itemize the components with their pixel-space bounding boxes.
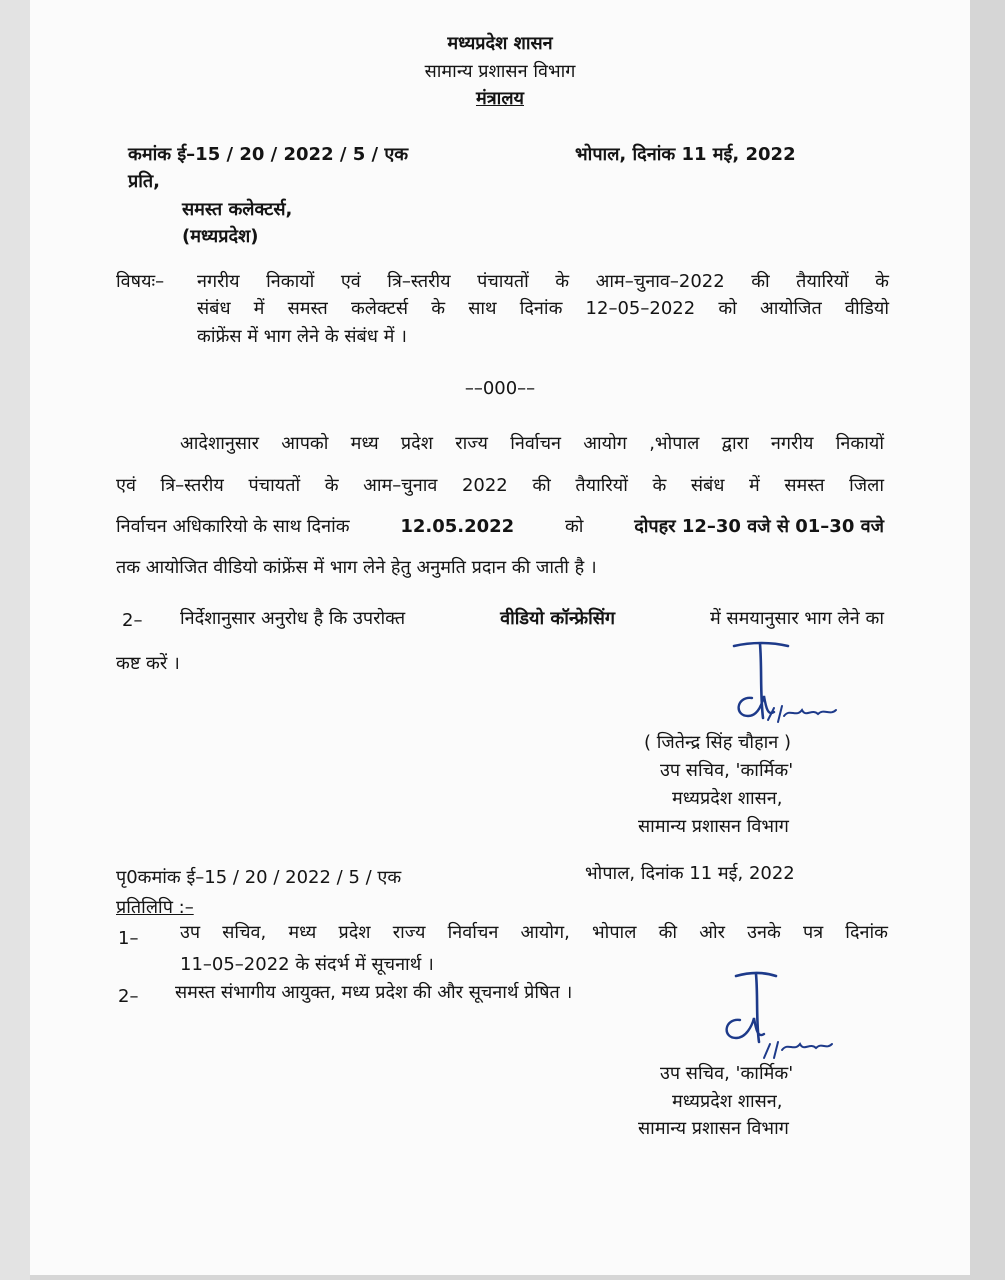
to-addressee: समस्त कलेक्टर्स, xyxy=(182,199,293,220)
copy-item-1-line-2: 11–05–2022 के संदर्भ में सूचनार्थ । xyxy=(180,954,434,975)
subject-line-1: नगरीय निकायों एवं त्रि–स्तरीय पंचायतों के आम–चुनाव–2022 की तैयारियों के xyxy=(197,271,889,292)
header-ministry: मंत्रालय xyxy=(475,88,524,109)
meeting-time: दोपहर 12–30 वजे से 01–30 वजे xyxy=(634,516,884,537)
signature-image-1 xyxy=(726,638,856,738)
video-conferencing: वीडियो कॉन्फ्रेसिंग xyxy=(500,608,616,629)
copy-item-2-number: 2– xyxy=(118,986,139,1007)
copy-item-1-line-1: उप सचिव, मध्य प्रदेश राज्य निर्वाचन आयोग, भोपाल की ओर उनके पत्र दिनांक xyxy=(180,922,888,943)
endorsement-number: पृ0कमांक ई–15 / 20 / 2022 / 5 / एक xyxy=(116,867,402,888)
copy-item-2-line-1: समस्त संभागीय आयुक्त, मध्य प्रदेश की और सूचनार्थ प्रेषित । xyxy=(175,982,573,1003)
signatory-org: मध्यप्रदेश शासन, xyxy=(672,788,783,809)
meeting-date: 12.05.2022 xyxy=(400,516,515,537)
signatory-department: सामान्य प्रशासन विभाग xyxy=(638,816,789,837)
body-line-3-text: निर्वाचन अधिकारियो के साथ दिनांक xyxy=(116,516,350,537)
para-2-line-2: कष्ट करें । xyxy=(116,653,180,674)
copy-item-1-number: 1– xyxy=(118,928,139,949)
endorsement-place-date: भोपाल, दिनांक 11 मई, 2022 xyxy=(585,863,795,884)
to-region: (मध्यप्रदेश) xyxy=(182,226,259,247)
para-2-number: 2– xyxy=(122,610,143,631)
reference-place-date: भोपाल, दिनांक 11 मई, 2022 xyxy=(575,144,796,165)
body-line-3 xyxy=(116,515,884,539)
para-2-line-1 xyxy=(180,607,884,631)
header-department: सामान्य प्रशासन विभाग xyxy=(424,61,576,82)
subject-line-3: कांफ्रेंस में भाग लेने के संबंध में । xyxy=(197,326,407,347)
body-line-2: एवं त्रि–स्तरीय पंचायतों के आम–चुनाव 2022 की तैयारियों के संबंध में समस्त जिला xyxy=(116,475,884,496)
header-government: मध्यप्रदेश शासन xyxy=(447,33,553,54)
to-prefix: प्रति, xyxy=(128,171,161,192)
signatory-2-designation: उप सचिव, 'कार्मिक' xyxy=(660,1063,794,1084)
signatory-name: ( जितेन्द्र सिंह चौहान ) xyxy=(644,732,792,753)
page-edge xyxy=(0,0,30,1280)
reference-number: कमांक ई–15 / 20 / 2022 / 5 / एक xyxy=(128,144,409,165)
signatory-2-department: सामान्य प्रशासन विभाग xyxy=(638,1118,789,1139)
body-line-1: आदेशानुसार आपको मध्य प्रदेश राज्य निर्वाचन आयोग ,भोपाल द्वारा नगरीय निकायों xyxy=(180,433,884,454)
document-page xyxy=(30,0,970,1275)
signatory-designation: उप सचिव, 'कार्मिक' xyxy=(660,760,794,781)
body-line-4: तक आयोजित वीडियो कांफ्रेंस में भाग लेने हेतु अनुमति प्रदान की जाती है । xyxy=(116,557,597,578)
signatory-2-org: मध्यप्रदेश शासन, xyxy=(672,1091,783,1112)
body-line-3-joiner: को xyxy=(564,516,584,537)
para-2-text-b: में समयानुसार भाग लेने का xyxy=(710,608,884,629)
signature-image-2 xyxy=(712,966,842,1066)
subject-line-2: संबंध में समस्त कलेक्टर्स के साथ दिनांक 12–05–2022 को आयोजित वीडियो xyxy=(197,298,889,319)
copy-to-label: प्रतिलिपि :– xyxy=(116,897,194,918)
subject-label: विषयः– xyxy=(116,271,165,292)
separator: ––000–– xyxy=(464,378,536,399)
para-2-text-a: निर्देशानुसार अनुरोध है कि उपरोक्त xyxy=(180,608,406,629)
